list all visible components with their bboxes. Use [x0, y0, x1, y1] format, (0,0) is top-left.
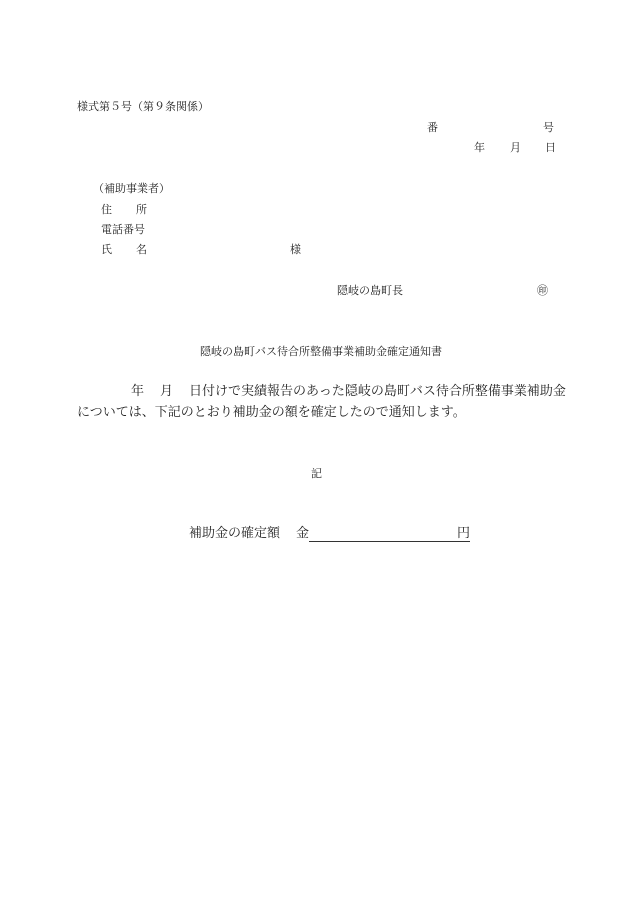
address-label-1: 住: [101, 203, 112, 216]
date-month: 月: [510, 141, 521, 154]
document-title: 隠岐の島町バス待合所整備事業補助金確定通知書: [200, 345, 442, 358]
body-line-2: については、下記のとおり補助金の額を確定したので通知します。: [77, 405, 466, 420]
amount-line: [189, 526, 470, 542]
body-line-1: 日付けで実績報告のあった隠岐の島町バス待合所整備事業補助金: [189, 384, 566, 399]
ref-number-go: 号: [543, 121, 554, 134]
amount-kin: 金: [296, 526, 310, 541]
name-label-2: 名: [136, 243, 147, 256]
date-year: 年: [474, 141, 485, 154]
ki-heading: 記: [311, 467, 322, 480]
amount-blank[interactable]: [309, 527, 457, 542]
date-day: 日: [545, 141, 556, 154]
honorific: 様: [290, 243, 301, 256]
recipient-heading: （補助事業者）: [93, 182, 170, 195]
amount-yen: 円: [457, 526, 471, 541]
body-month: 月: [160, 384, 174, 399]
ref-number-ban: 番: [427, 121, 438, 134]
issuer-name: 隠岐の島町長: [337, 284, 403, 297]
phone-label: 電話番号: [101, 223, 145, 236]
form-number: 様式第５号（第９条関係）: [77, 100, 209, 113]
seal-mark: ㊞: [537, 284, 548, 297]
body-year: 年: [131, 384, 145, 399]
name-label-1: 氏: [101, 243, 112, 256]
amount-label: 補助金の確定額: [189, 526, 281, 541]
address-label-2: 所: [136, 203, 147, 216]
